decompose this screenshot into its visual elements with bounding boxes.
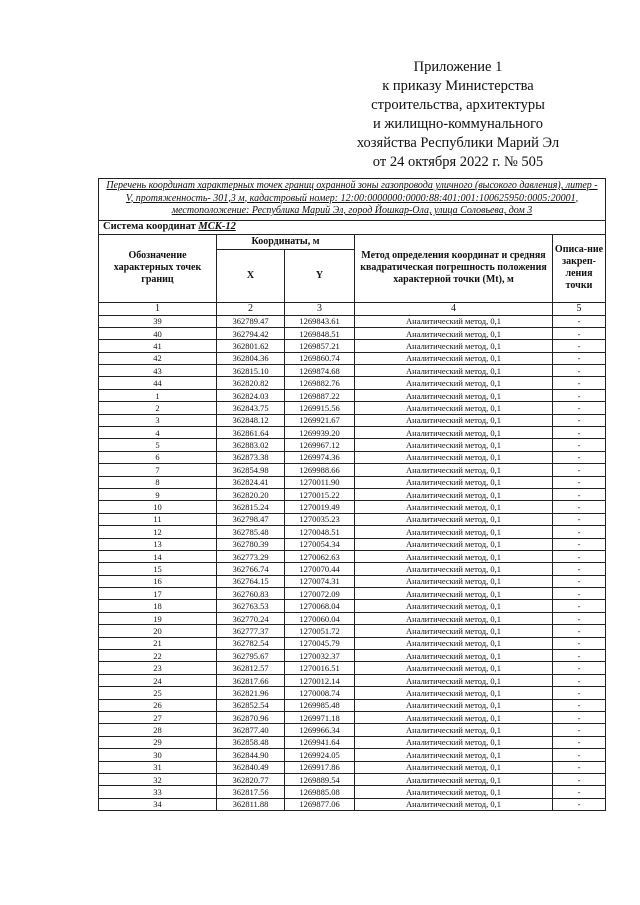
header-line: и жилищно-коммунального xyxy=(372,116,544,132)
method-cell: Аналитический метод, 0,1 xyxy=(355,699,553,711)
table-row xyxy=(99,699,606,711)
table-row xyxy=(99,687,606,699)
column-number: 5 xyxy=(553,302,606,315)
table-row xyxy=(99,513,606,525)
y-coordinate-cell: 1269917.86 xyxy=(285,761,355,773)
table-row xyxy=(99,464,606,476)
y-coordinate-cell: 1270032.37 xyxy=(285,650,355,662)
header-x: X xyxy=(217,249,285,302)
method-cell: Аналитический метод, 0,1 xyxy=(355,402,553,414)
method-cell: Аналитический метод, 0,1 xyxy=(355,389,553,401)
method-cell: Аналитический метод, 0,1 xyxy=(355,798,553,810)
description-cell: - xyxy=(553,451,606,463)
description-cell: - xyxy=(553,352,606,364)
y-coordinate-cell: 1269848.51 xyxy=(285,327,355,339)
y-coordinate-cell: 1269874.68 xyxy=(285,365,355,377)
x-coordinate-cell: 362858.48 xyxy=(217,736,285,748)
header-line: строительства, архитектуры xyxy=(371,97,545,113)
table-row xyxy=(99,476,606,488)
table-row xyxy=(99,538,606,550)
point-id-cell: 6 xyxy=(99,451,217,463)
coordinate-system xyxy=(99,220,606,234)
y-coordinate-cell: 1270068.04 xyxy=(285,600,355,612)
method-cell: Аналитический метод, 0,1 xyxy=(355,786,553,798)
coordinate-system-label: Система координат xyxy=(103,221,196,232)
y-coordinate-cell: 1270012.14 xyxy=(285,674,355,686)
description-cell: - xyxy=(553,414,606,426)
method-cell: Аналитический метод, 0,1 xyxy=(355,513,553,525)
point-id-cell: 25 xyxy=(99,687,217,699)
y-coordinate-cell: 1269921.67 xyxy=(285,414,355,426)
method-cell: Аналитический метод, 0,1 xyxy=(355,575,553,587)
header-method: Метод определения координат и средняя квадратическая погрешность положения характерной точки (Mt), м xyxy=(355,234,553,302)
table-row xyxy=(99,414,606,426)
y-coordinate-cell: 1269887.22 xyxy=(285,389,355,401)
method-cell: Аналитический метод, 0,1 xyxy=(355,439,553,451)
point-id-cell: 21 xyxy=(99,637,217,649)
method-cell: Аналитический метод, 0,1 xyxy=(355,476,553,488)
method-cell: Аналитический метод, 0,1 xyxy=(355,749,553,761)
method-cell: Аналитический метод, 0,1 xyxy=(355,588,553,600)
description-cell: - xyxy=(553,749,606,761)
x-coordinate-cell: 362804.36 xyxy=(217,352,285,364)
description-cell: - xyxy=(553,464,606,476)
x-coordinate-cell: 362852.54 xyxy=(217,699,285,711)
x-coordinate-cell: 362854.98 xyxy=(217,464,285,476)
y-coordinate-cell: 1269985.48 xyxy=(285,699,355,711)
description-cell: - xyxy=(553,402,606,414)
point-id-cell: 42 xyxy=(99,352,217,364)
point-id-cell: 20 xyxy=(99,625,217,637)
point-id-cell: 29 xyxy=(99,736,217,748)
method-cell: Аналитический метод, 0,1 xyxy=(355,501,553,513)
point-id-cell: 14 xyxy=(99,550,217,562)
description-cell: - xyxy=(553,674,606,686)
description-cell: - xyxy=(553,650,606,662)
point-id-cell: 5 xyxy=(99,439,217,451)
point-id-cell: 12 xyxy=(99,526,217,538)
table-row xyxy=(99,563,606,575)
table-row xyxy=(99,712,606,724)
point-id-cell: 15 xyxy=(99,563,217,575)
y-coordinate-cell: 1269882.76 xyxy=(285,377,355,389)
description-cell: - xyxy=(553,699,606,711)
table-row xyxy=(99,625,606,637)
x-coordinate-cell: 362877.40 xyxy=(217,724,285,736)
table-row xyxy=(99,501,606,513)
description-cell: - xyxy=(553,476,606,488)
method-cell: Аналитический метод, 0,1 xyxy=(355,563,553,575)
point-id-cell: 9 xyxy=(99,488,217,500)
y-coordinate-cell: 1270019.49 xyxy=(285,501,355,513)
point-id-cell: 24 xyxy=(99,674,217,686)
table-row xyxy=(99,575,606,587)
point-id-cell: 28 xyxy=(99,724,217,736)
y-coordinate-cell: 1269988.66 xyxy=(285,464,355,476)
method-cell: Аналитический метод, 0,1 xyxy=(355,340,553,352)
method-cell: Аналитический метод, 0,1 xyxy=(355,538,553,550)
x-coordinate-cell: 362815.24 xyxy=(217,501,285,513)
y-coordinate-cell: 1269967.12 xyxy=(285,439,355,451)
point-id-cell: 27 xyxy=(99,712,217,724)
header-point: Обозначение характерных точек границ xyxy=(99,234,217,302)
table-row xyxy=(99,352,606,364)
table-row xyxy=(99,662,606,674)
description-cell: - xyxy=(553,600,606,612)
x-coordinate-cell: 362811.88 xyxy=(217,798,285,810)
header-line: от 24 октября 2022 г. № 505 xyxy=(372,154,544,170)
description-cell: - xyxy=(553,439,606,451)
point-id-cell: 18 xyxy=(99,600,217,612)
y-coordinate-cell: 1270051.72 xyxy=(285,625,355,637)
method-cell: Аналитический метод, 0,1 xyxy=(355,352,553,364)
description-cell: - xyxy=(553,365,606,377)
x-coordinate-cell: 362782.54 xyxy=(217,637,285,649)
point-id-cell: 22 xyxy=(99,650,217,662)
table-row xyxy=(99,600,606,612)
description-cell: - xyxy=(553,687,606,699)
y-coordinate-cell: 1269966.34 xyxy=(285,724,355,736)
header-coordinates: Координаты, м xyxy=(217,234,355,249)
x-coordinate-cell: 362820.20 xyxy=(217,488,285,500)
y-coordinate-cell: 1270062.63 xyxy=(285,550,355,562)
table-row xyxy=(99,340,606,352)
table-row xyxy=(99,488,606,500)
description-cell: - xyxy=(553,488,606,500)
method-cell: Аналитический метод, 0,1 xyxy=(355,315,553,327)
point-id-cell: 8 xyxy=(99,476,217,488)
method-cell: Аналитический метод, 0,1 xyxy=(355,625,553,637)
column-number: 3 xyxy=(285,302,355,315)
method-cell: Аналитический метод, 0,1 xyxy=(355,600,553,612)
table-row xyxy=(99,427,606,439)
description-cell: - xyxy=(553,550,606,562)
x-coordinate-cell: 362817.66 xyxy=(217,674,285,686)
point-id-cell: 17 xyxy=(99,588,217,600)
y-coordinate-cell: 1269971.18 xyxy=(285,712,355,724)
table-row xyxy=(99,798,606,810)
y-coordinate-cell: 1269860.74 xyxy=(285,352,355,364)
y-coordinate-cell: 1269843.61 xyxy=(285,315,355,327)
table-row xyxy=(99,439,606,451)
x-coordinate-cell: 362812.57 xyxy=(217,662,285,674)
y-coordinate-cell: 1269924.05 xyxy=(285,749,355,761)
point-id-cell: 3 xyxy=(99,414,217,426)
method-cell: Аналитический метод, 0,1 xyxy=(355,650,553,662)
y-coordinate-cell: 1269857.21 xyxy=(285,340,355,352)
x-coordinate-cell: 362780.39 xyxy=(217,538,285,550)
table-row xyxy=(99,526,606,538)
x-coordinate-cell: 362815.10 xyxy=(217,365,285,377)
point-id-cell: 44 xyxy=(99,377,217,389)
point-id-cell: 23 xyxy=(99,662,217,674)
x-coordinate-cell: 362821.96 xyxy=(217,687,285,699)
point-id-cell: 10 xyxy=(99,501,217,513)
method-cell: Аналитический метод, 0,1 xyxy=(355,377,553,389)
point-id-cell: 41 xyxy=(99,340,217,352)
x-coordinate-cell: 362798.47 xyxy=(217,513,285,525)
coordinates-table xyxy=(98,178,606,811)
x-coordinate-cell: 362760.83 xyxy=(217,588,285,600)
method-cell: Аналитический метод, 0,1 xyxy=(355,712,553,724)
table-row xyxy=(99,773,606,785)
point-id-cell: 31 xyxy=(99,761,217,773)
point-id-cell: 4 xyxy=(99,427,217,439)
table-row xyxy=(99,761,606,773)
method-cell: Аналитический метод, 0,1 xyxy=(355,550,553,562)
method-cell: Аналитический метод, 0,1 xyxy=(355,687,553,699)
point-id-cell: 30 xyxy=(99,749,217,761)
y-coordinate-cell: 1269941.64 xyxy=(285,736,355,748)
method-cell: Аналитический метод, 0,1 xyxy=(355,464,553,476)
description-cell: - xyxy=(553,563,606,575)
x-coordinate-cell: 362824.41 xyxy=(217,476,285,488)
method-cell: Аналитический метод, 0,1 xyxy=(355,637,553,649)
column-number: 4 xyxy=(355,302,553,315)
table-row xyxy=(99,402,606,414)
x-coordinate-cell: 362873.38 xyxy=(217,451,285,463)
column-number: 2 xyxy=(217,302,285,315)
y-coordinate-cell: 1270011.90 xyxy=(285,476,355,488)
x-coordinate-cell: 362848.12 xyxy=(217,414,285,426)
point-id-cell: 2 xyxy=(99,402,217,414)
point-id-cell: 26 xyxy=(99,699,217,711)
x-coordinate-cell: 362789.47 xyxy=(217,315,285,327)
y-coordinate-cell: 1270072.09 xyxy=(285,588,355,600)
table-title xyxy=(99,179,606,221)
description-cell: - xyxy=(553,377,606,389)
x-coordinate-cell: 362766.74 xyxy=(217,563,285,575)
description-cell: - xyxy=(553,327,606,339)
point-id-cell: 11 xyxy=(99,513,217,525)
column-number: 1 xyxy=(99,302,217,315)
table-row xyxy=(99,389,606,401)
header-line: к приказу Министерства xyxy=(382,78,534,94)
x-coordinate-cell: 362844.90 xyxy=(217,749,285,761)
table-row xyxy=(99,451,606,463)
description-cell: - xyxy=(553,427,606,439)
header-y: Y xyxy=(285,249,355,302)
y-coordinate-cell: 1269885.08 xyxy=(285,786,355,798)
description-cell: - xyxy=(553,575,606,587)
x-coordinate-cell: 362820.77 xyxy=(217,773,285,785)
method-cell: Аналитический метод, 0,1 xyxy=(355,674,553,686)
description-cell: - xyxy=(553,340,606,352)
table-row xyxy=(99,650,606,662)
x-coordinate-cell: 362795.67 xyxy=(217,650,285,662)
x-coordinate-cell: 362794.42 xyxy=(217,327,285,339)
point-id-cell: 19 xyxy=(99,612,217,624)
method-cell: Аналитический метод, 0,1 xyxy=(355,736,553,748)
y-coordinate-cell: 1270074.31 xyxy=(285,575,355,587)
table-row xyxy=(99,327,606,339)
point-id-cell: 13 xyxy=(99,538,217,550)
method-cell: Аналитический метод, 0,1 xyxy=(355,327,553,339)
table-row xyxy=(99,612,606,624)
y-coordinate-cell: 1270016.51 xyxy=(285,662,355,674)
table-row xyxy=(99,749,606,761)
x-coordinate-cell: 362777.37 xyxy=(217,625,285,637)
table-row xyxy=(99,674,606,686)
table-row xyxy=(99,724,606,736)
table-row xyxy=(99,637,606,649)
description-cell: - xyxy=(553,761,606,773)
table-row xyxy=(99,377,606,389)
y-coordinate-cell: 1270008.74 xyxy=(285,687,355,699)
header-description: Описа-ние закреп-ления точки xyxy=(553,234,606,302)
x-coordinate-cell: 362764.15 xyxy=(217,575,285,587)
point-id-cell: 43 xyxy=(99,365,217,377)
method-cell: Аналитический метод, 0,1 xyxy=(355,488,553,500)
table-row xyxy=(99,315,606,327)
method-cell: Аналитический метод, 0,1 xyxy=(355,414,553,426)
y-coordinate-cell: 1269889.54 xyxy=(285,773,355,785)
point-id-cell: 40 xyxy=(99,327,217,339)
x-coordinate-cell: 362870.96 xyxy=(217,712,285,724)
description-cell: - xyxy=(553,389,606,401)
description-cell: - xyxy=(553,712,606,724)
description-cell: - xyxy=(553,526,606,538)
description-cell: - xyxy=(553,315,606,327)
description-cell: - xyxy=(553,736,606,748)
description-cell: - xyxy=(553,625,606,637)
description-cell: - xyxy=(553,513,606,525)
y-coordinate-cell: 1270015.22 xyxy=(285,488,355,500)
x-coordinate-cell: 362801.62 xyxy=(217,340,285,352)
description-cell: - xyxy=(553,724,606,736)
y-coordinate-cell: 1269974.36 xyxy=(285,451,355,463)
description-cell: - xyxy=(553,662,606,674)
method-cell: Аналитический метод, 0,1 xyxy=(355,526,553,538)
y-coordinate-cell: 1270054.34 xyxy=(285,538,355,550)
description-cell: - xyxy=(553,501,606,513)
description-cell: - xyxy=(553,786,606,798)
x-coordinate-cell: 362843.75 xyxy=(217,402,285,414)
y-coordinate-cell: 1270048.51 xyxy=(285,526,355,538)
x-coordinate-cell: 362861.64 xyxy=(217,427,285,439)
description-cell: - xyxy=(553,538,606,550)
description-cell: - xyxy=(553,612,606,624)
method-cell: Аналитический метод, 0,1 xyxy=(355,612,553,624)
table-row xyxy=(99,736,606,748)
table-row xyxy=(99,550,606,562)
y-coordinate-cell: 1270060.04 xyxy=(285,612,355,624)
point-id-cell: 1 xyxy=(99,389,217,401)
point-id-cell: 32 xyxy=(99,773,217,785)
order-header xyxy=(328,58,588,172)
method-cell: Аналитический метод, 0,1 xyxy=(355,427,553,439)
y-coordinate-cell: 1270035.23 xyxy=(285,513,355,525)
y-coordinate-cell: 1270045.79 xyxy=(285,637,355,649)
x-coordinate-cell: 362883.02 xyxy=(217,439,285,451)
table-title-text: Перечень координат характерных точек границ охранной зоны газопровода уличного (высокого давления), литер - V, протяженность- 301,3 м, кадастровый номер: 12:00:0000000:0000:88:401:001:100625950:0005:20001, местоположение: Республика Марий Эл, город Йошкар-Ола, улица Соловьева, дом 3 xyxy=(106,180,598,216)
description-cell: - xyxy=(553,798,606,810)
table-row xyxy=(99,786,606,798)
point-id-cell: 39 xyxy=(99,315,217,327)
description-cell: - xyxy=(553,588,606,600)
method-cell: Аналитический метод, 0,1 xyxy=(355,451,553,463)
method-cell: Аналитический метод, 0,1 xyxy=(355,773,553,785)
header-line: Приложение 1 xyxy=(413,59,503,75)
coordinate-system-value: МСК-12 xyxy=(198,221,236,232)
method-cell: Аналитический метод, 0,1 xyxy=(355,662,553,674)
point-id-cell: 34 xyxy=(99,798,217,810)
point-id-cell: 7 xyxy=(99,464,217,476)
y-coordinate-cell: 1269939.20 xyxy=(285,427,355,439)
table-row xyxy=(99,588,606,600)
description-cell: - xyxy=(553,773,606,785)
x-coordinate-cell: 362773.29 xyxy=(217,550,285,562)
method-cell: Аналитический метод, 0,1 xyxy=(355,724,553,736)
x-coordinate-cell: 362824.03 xyxy=(217,389,285,401)
description-cell: - xyxy=(553,637,606,649)
x-coordinate-cell: 362840.49 xyxy=(217,761,285,773)
x-coordinate-cell: 362763.53 xyxy=(217,600,285,612)
point-id-cell: 16 xyxy=(99,575,217,587)
y-coordinate-cell: 1270070.44 xyxy=(285,563,355,575)
method-cell: Аналитический метод, 0,1 xyxy=(355,365,553,377)
header-line: хозяйства Республики Марий Эл xyxy=(356,135,560,151)
y-coordinate-cell: 1269915.56 xyxy=(285,402,355,414)
point-id-cell: 33 xyxy=(99,786,217,798)
table-row xyxy=(99,365,606,377)
x-coordinate-cell: 362820.82 xyxy=(217,377,285,389)
x-coordinate-cell: 362770.24 xyxy=(217,612,285,624)
x-coordinate-cell: 362785.48 xyxy=(217,526,285,538)
method-cell: Аналитический метод, 0,1 xyxy=(355,761,553,773)
x-coordinate-cell: 362817.56 xyxy=(217,786,285,798)
y-coordinate-cell: 1269877.06 xyxy=(285,798,355,810)
